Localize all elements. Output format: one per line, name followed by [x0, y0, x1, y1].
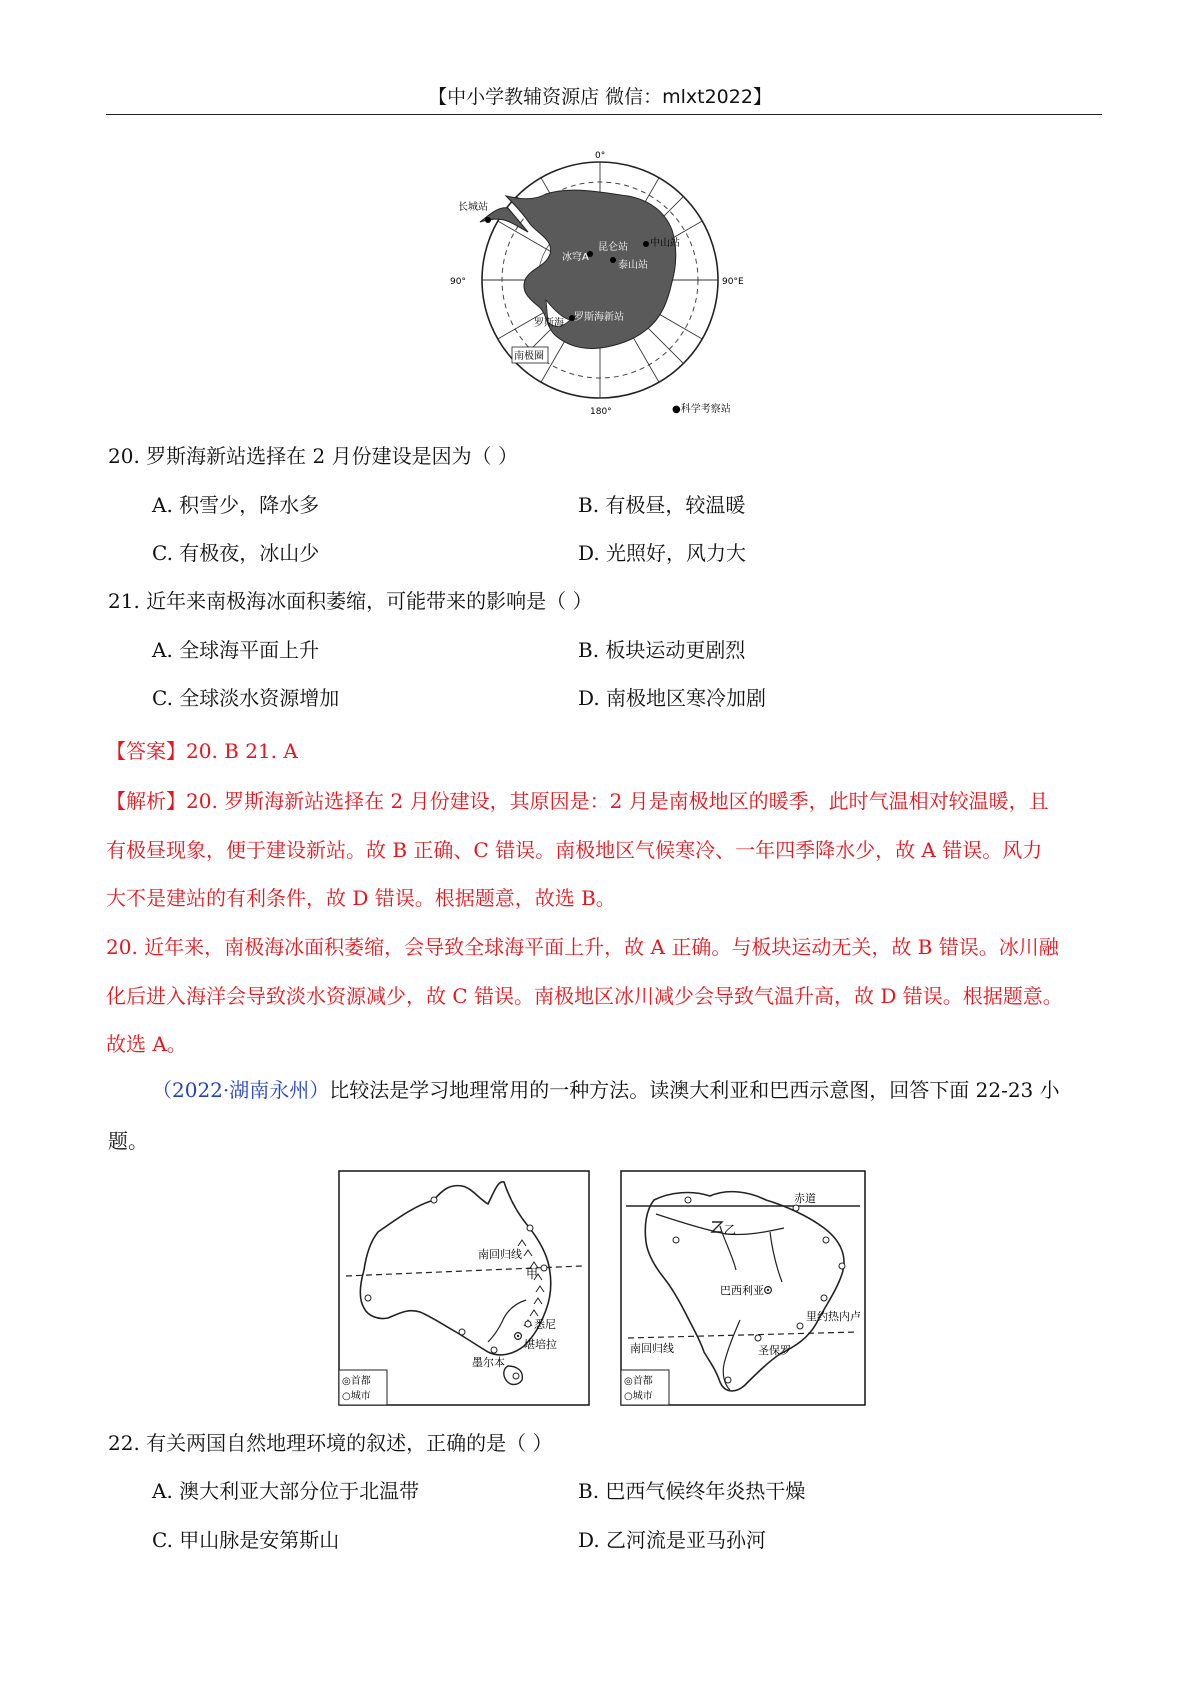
question-source: （2022·湖南永州） — [152, 1078, 330, 1102]
label-sydney: 悉尼 — [534, 1318, 556, 1331]
label-rio: 里约热内卢 — [806, 1310, 861, 1323]
label-90e: 90°E — [722, 277, 744, 287]
label-changcheng: 长城站 — [458, 202, 488, 213]
label-saopaulo: 圣保罗 — [758, 1344, 791, 1357]
br-legend-capital: ◎首都 — [624, 1376, 653, 1387]
label-180: 180° — [590, 407, 612, 417]
analysis-line-5: 化后进入海洋会导致淡水资源减少，故 C 错误。南极地区冰川减少会导致气温升高，故 D 错误。根据题意。 — [106, 984, 1063, 1008]
label-icecap: 冰穹A — [562, 252, 589, 263]
label-90w: 90° — [450, 277, 466, 287]
antarctica-map — [450, 150, 750, 420]
intro-text: 比较法是学习地理常用的一种方法。读澳大利亚和巴西示意图，回答下面 22-23 小 — [329, 1078, 1060, 1102]
map-legend: ●科学考察站 — [672, 404, 731, 415]
label-ross-new-station: 罗斯海新站 — [574, 312, 624, 323]
q20-option-a: A. 积雪少，降水多 — [152, 493, 320, 517]
q21-option-a: A. 全球海平面上升 — [152, 638, 320, 662]
label-river-yi: 乙 — [724, 1223, 737, 1237]
label-au-tropic: 南回归线 — [478, 1248, 522, 1261]
label-br-tropic: 南回归线 — [630, 1342, 674, 1355]
q21-option-c: C. 全球淡水资源增加 — [152, 686, 340, 710]
intro-line-2: 题。 — [108, 1129, 148, 1153]
q21-option-b: B. 板块运动更剧烈 — [578, 638, 746, 662]
answer-line: 【答案】20. B 21. A — [106, 739, 298, 763]
q22-stem: 22. 有关两国自然地理环境的叙述，正确的是（ ） — [108, 1431, 553, 1455]
label-0deg: 0° — [595, 151, 606, 161]
br-legend-city: ○城市 — [624, 1391, 653, 1402]
q22-option-c: C. 甲山脉是安第斯山 — [152, 1528, 340, 1552]
label-ross-sea: 罗斯海 — [534, 318, 564, 329]
brazil-map — [620, 1170, 866, 1406]
au-legend-capital: ◎首都 — [342, 1376, 371, 1387]
q22-option-a: A. 澳大利亚大部分位于北温带 — [152, 1479, 420, 1503]
analysis-line-4: 20. 近年来，南极海冰面积萎缩，会导致全球海平面上升，故 A 正确。与板块运动无关，故 B 错误。冰川融 — [106, 935, 1059, 959]
canberra-capital-center — [517, 1335, 519, 1337]
label-zhongshan: 中山站 — [650, 238, 680, 249]
label-canberra: 堪培拉 — [524, 1338, 557, 1351]
au-legend-city: ○城市 — [342, 1391, 371, 1402]
label-antarctic-circle: 南极圈 — [514, 351, 544, 362]
page-header: 【中小学教辅资源店 微信：mlxt2022】 — [428, 86, 772, 108]
label-brasilia: 巴西利亚 — [720, 1284, 764, 1297]
q22-option-d: D. 乙河流是亚马孙河 — [578, 1528, 767, 1552]
label-equator: 赤道 — [794, 1192, 816, 1205]
q20-option-c: C. 有极夜，冰山少 — [152, 541, 320, 565]
analysis-line-1: 【解析】20. 罗斯海新站选择在 2 月份建设，其原因是：2 月是南极地区的暖季，此时气温相对较温暖，且 — [106, 789, 1049, 813]
q20-option-b: B. 有极昼，较温暖 — [578, 493, 746, 517]
q20-stem: 20. 罗斯海新站选择在 2 月份建设是因为（ ） — [108, 444, 518, 468]
analysis-line-3: 大不是建站的有利条件，故 D 错误。根据题意，故选 B。 — [106, 886, 616, 910]
q21-option-d: D. 南极地区寒冷加剧 — [578, 686, 767, 710]
q21-stem: 21. 近年来南极海冰面积萎缩，可能带来的影响是（ ） — [108, 589, 593, 613]
label-melbourne: 墨尔本 — [472, 1356, 505, 1369]
q22-option-b: B. 巴西气候终年炎热干燥 — [578, 1479, 806, 1503]
intro-line-1 — [152, 1077, 1060, 1103]
australia-map — [338, 1170, 590, 1406]
header-divider — [106, 114, 1102, 115]
label-taishan: 泰山站 — [618, 260, 648, 271]
brasilia-capital-center — [767, 1289, 769, 1291]
q20-option-d: D. 光照好，风力大 — [578, 541, 747, 565]
analysis-line-6: 故选 A。 — [106, 1032, 187, 1056]
label-mountain-jia: 甲 — [526, 1267, 539, 1281]
analysis-line-2: 有极昼现象，便于建设新站。故 B 正确、C 错误。南极地区气候寒冷、一年四季降水少，故 A 错误。风力 — [106, 838, 1043, 862]
antarctica-landmass — [506, 190, 676, 348]
label-kunlun: 昆仑站 — [598, 242, 628, 253]
